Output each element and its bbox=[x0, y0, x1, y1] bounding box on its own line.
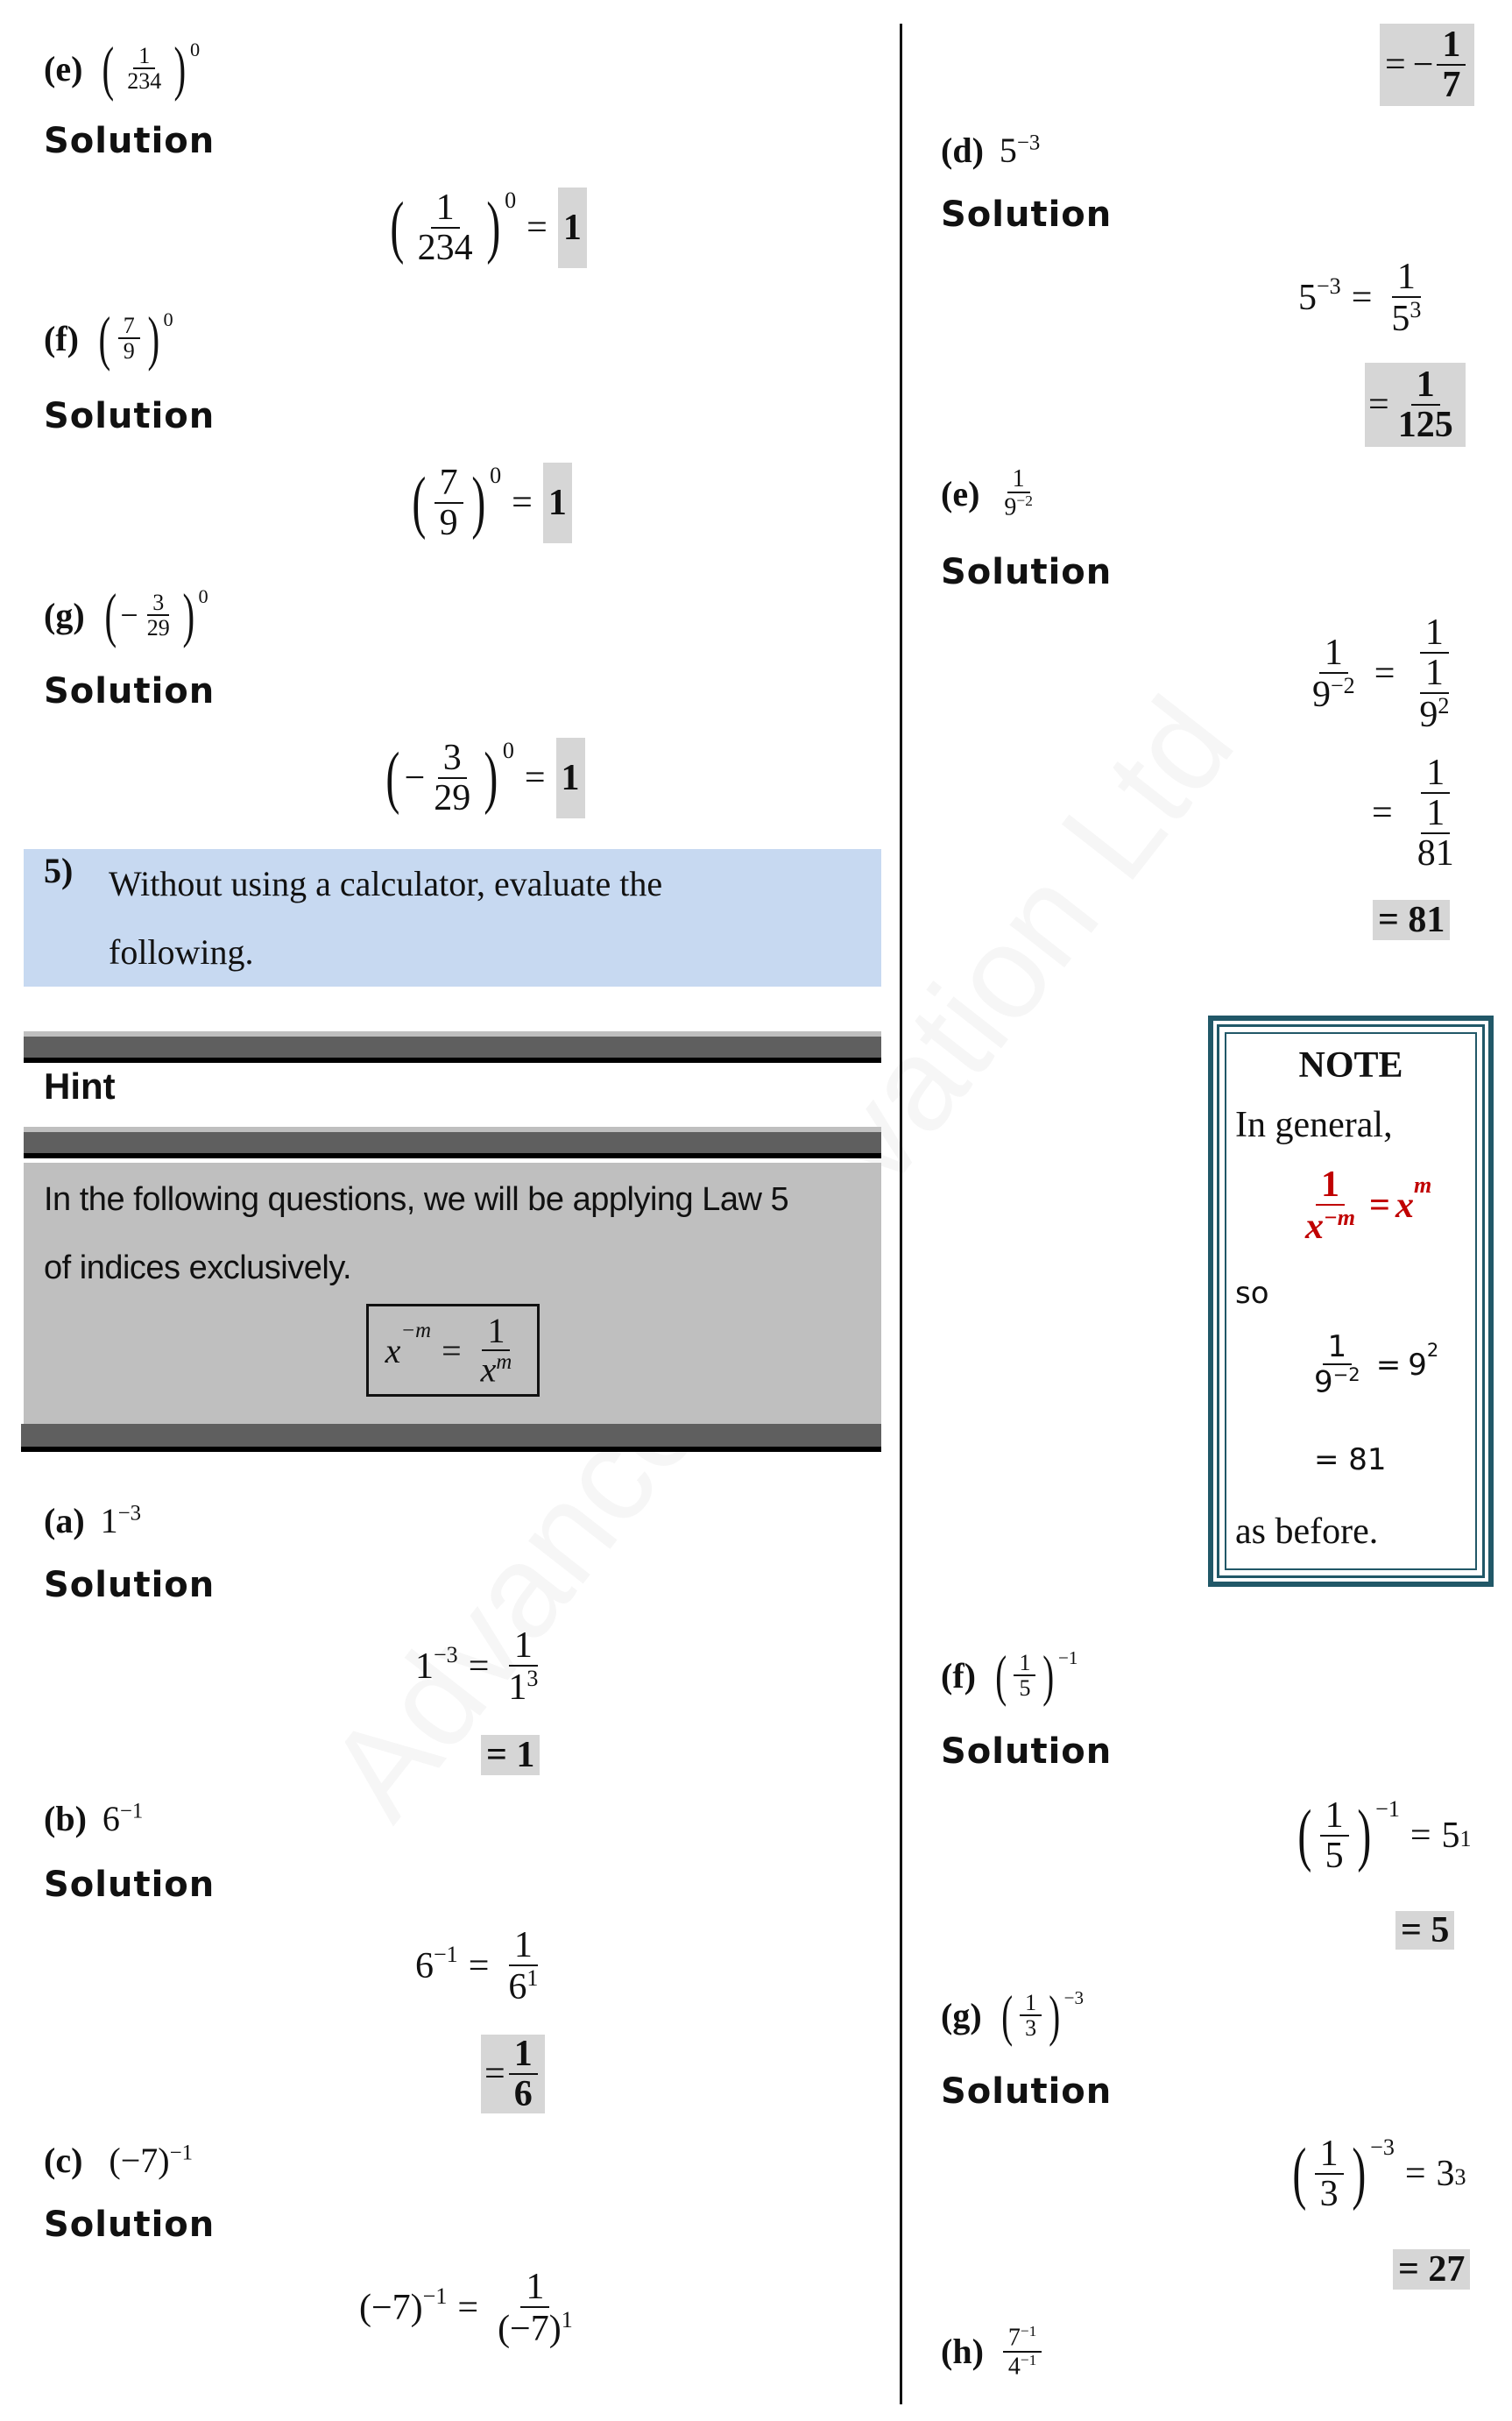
solution-heading: Solution bbox=[44, 121, 215, 161]
question-e bbox=[44, 35, 201, 102]
denominator: 9 bbox=[123, 338, 135, 365]
question-label: (h) bbox=[941, 2332, 984, 2372]
base: 9 bbox=[1004, 493, 1017, 521]
solution-heading: Solution bbox=[44, 1865, 215, 1905]
question-number: 5) bbox=[44, 851, 74, 890]
question-h-right bbox=[941, 2324, 1045, 2379]
denominator: 81 bbox=[1417, 833, 1454, 874]
numerator: 1 bbox=[1319, 634, 1348, 674]
numerator: 1 bbox=[431, 188, 460, 229]
question-f bbox=[44, 305, 173, 372]
question-g bbox=[44, 582, 208, 648]
answer: = − $\frac{1}{7}$ bbox=[1380, 24, 1474, 106]
base: 7 bbox=[1007, 2324, 1021, 2352]
exponent: 1 bbox=[1459, 1826, 1472, 1851]
numerator: 1 bbox=[1007, 466, 1030, 493]
exponent: 3 bbox=[1454, 2164, 1466, 2190]
denominator: 125 bbox=[1397, 405, 1453, 445]
question-5-number bbox=[44, 850, 73, 891]
base: 9 bbox=[1419, 695, 1438, 736]
solution-heading: Solution bbox=[941, 2071, 1113, 2112]
numerator: 1 bbox=[1421, 754, 1450, 794]
question-b bbox=[44, 1798, 143, 1839]
solution-heading: Solution bbox=[44, 671, 215, 711]
base: 6 bbox=[102, 1799, 120, 1838]
exponent: m bbox=[496, 1349, 512, 1374]
hint-line: of indices exclusively. bbox=[44, 1249, 352, 1286]
question-f-right: (f) ( $\frac{1}{5}$ ) $^{-1}$ bbox=[941, 1644, 1078, 1707]
base: 6 bbox=[415, 1946, 434, 1987]
question-5-text bbox=[109, 850, 662, 987]
numerator: 1 bbox=[1437, 25, 1466, 66]
exponent: 0 bbox=[505, 188, 517, 213]
base: 9 bbox=[1314, 1364, 1333, 1400]
denominator: 29 bbox=[434, 778, 471, 818]
denominator: 29 bbox=[146, 615, 170, 641]
exponent: 0 bbox=[163, 308, 173, 330]
exponent: −1 bbox=[1375, 1796, 1400, 1822]
hint-line: In the following questions, we will be applying Law 5 bbox=[44, 1181, 789, 1218]
note-example: $\frac{1}{9^{-2}}$ = 9 $^2$ bbox=[1314, 1329, 1439, 1400]
exponent: −3 bbox=[434, 1642, 458, 1667]
note-line: so bbox=[1235, 1276, 1269, 1311]
exponent: −m bbox=[400, 1319, 432, 1342]
exponent: −1 bbox=[119, 1799, 144, 1823]
exponent: −1 bbox=[422, 2283, 448, 2309]
question-label: (g) bbox=[941, 1995, 982, 2035]
exponent: −2 bbox=[1331, 673, 1355, 699]
numerator: 1 bbox=[1323, 1332, 1353, 1365]
exponent: m bbox=[1413, 1172, 1432, 1198]
numerator: 3 bbox=[147, 591, 169, 616]
base: (−7) bbox=[109, 2141, 170, 2180]
denominator: 234 bbox=[417, 228, 473, 268]
equation: (−7) $^{-1}$ = $\frac{1}{(-7)^1}$ bbox=[359, 2267, 573, 2350]
expression: ( − $\frac{3}{29}$ ) $^0$ bbox=[104, 582, 208, 648]
hint-bar bbox=[24, 1037, 881, 1063]
exponent: −3 bbox=[1063, 1987, 1085, 2008]
equation: ( $\frac{1}{5}$ ) $^{-1}$ = 5 1 bbox=[1297, 1795, 1472, 1877]
exponent: −1 bbox=[169, 2141, 193, 2165]
base: 5 bbox=[1391, 299, 1410, 340]
base: 1 bbox=[415, 1646, 434, 1688]
exponent: −2 bbox=[1016, 492, 1033, 510]
denominator: 5 bbox=[1019, 1675, 1031, 1702]
base: 5 bbox=[999, 131, 1017, 170]
denominator: 3 bbox=[1025, 2015, 1037, 2042]
question-label: (f) bbox=[44, 318, 79, 358]
note-formula: $\frac{1}{x^{-m}}$ = x $^m$ bbox=[1305, 1164, 1432, 1248]
base: x bbox=[1305, 1207, 1324, 1248]
numerator: 1 bbox=[509, 1626, 538, 1667]
exponent: −3 bbox=[1016, 131, 1041, 155]
note-line: = 81 bbox=[1314, 1442, 1387, 1477]
numerator: 1 bbox=[1316, 1165, 1345, 1206]
question-label: (d) bbox=[941, 131, 984, 170]
numerator: 1 bbox=[1020, 1991, 1042, 2016]
solution-heading: Solution bbox=[941, 552, 1113, 592]
note-title: NOTE bbox=[1298, 1045, 1403, 1086]
base: x bbox=[480, 1349, 497, 1390]
question-label: (f) bbox=[941, 1655, 976, 1695]
exponent: −3 bbox=[1370, 2134, 1395, 2160]
column-divider bbox=[900, 24, 902, 2404]
solution-heading: Solution bbox=[941, 195, 1113, 235]
base: x bbox=[385, 1330, 401, 1370]
numerator: 1 bbox=[520, 2268, 549, 2308]
solution-heading: Solution bbox=[44, 2205, 215, 2245]
answer: 1 bbox=[556, 738, 585, 818]
numerator: 1 bbox=[1392, 258, 1421, 298]
question-label: (b) bbox=[44, 1799, 87, 1838]
base: 9 bbox=[1312, 675, 1331, 716]
exponent: 2 bbox=[1438, 693, 1450, 719]
numerator: 1 bbox=[1315, 2134, 1344, 2175]
question-label: (a) bbox=[44, 1501, 85, 1540]
exponent: 0 bbox=[490, 463, 502, 488]
exponent: 0 bbox=[189, 39, 201, 60]
question-label: (c) bbox=[44, 2141, 83, 2180]
equation-step: = $\frac{1}{\frac{1}{81}}$ bbox=[1372, 754, 1468, 873]
numerator: 1 bbox=[1420, 654, 1449, 694]
hint-bar bbox=[24, 1132, 881, 1158]
minus-sign: − bbox=[1412, 45, 1434, 85]
base: 5 bbox=[1298, 278, 1317, 319]
numerator: 1 bbox=[1411, 365, 1440, 406]
exponent: −1 bbox=[1020, 2351, 1037, 2368]
equation: $\frac{1}{9^{-2}}$ = $\frac{1}{\frac{1}{9^2}}$ bbox=[1312, 612, 1450, 736]
question-d bbox=[941, 130, 1040, 171]
answer: = $\frac{1}{125}$ bbox=[1365, 363, 1466, 447]
note-line: as before. bbox=[1235, 1511, 1379, 1552]
exponent: −1 bbox=[434, 1942, 458, 1967]
denominator: 6 bbox=[513, 2074, 533, 2115]
denominator: 3 bbox=[1319, 2174, 1339, 2215]
denominator: 7 bbox=[1442, 65, 1461, 105]
numerator: 1 bbox=[133, 44, 155, 69]
exponent: 1 bbox=[526, 1965, 539, 1992]
question-label: (e) bbox=[941, 473, 980, 513]
answer: 1 bbox=[558, 188, 587, 268]
minus-sign: − bbox=[120, 598, 138, 634]
question-line: following. bbox=[109, 932, 254, 972]
base: 9 bbox=[1408, 1347, 1427, 1383]
exponent: −3 bbox=[117, 1501, 142, 1526]
numerator: 3 bbox=[438, 739, 467, 779]
exponent: −m bbox=[1324, 1205, 1356, 1231]
base: 1 bbox=[100, 1501, 118, 1540]
question-c bbox=[44, 2140, 193, 2181]
hint-title: Hint bbox=[44, 1065, 116, 1107]
hint-bar-bottom bbox=[21, 1424, 881, 1452]
numerator: 1 bbox=[1320, 1796, 1349, 1837]
question-e-right bbox=[941, 466, 1042, 520]
exponent: 0 bbox=[502, 738, 514, 763]
exponent: 2 bbox=[1426, 1339, 1439, 1361]
denominator: 9 bbox=[439, 503, 458, 543]
hint-text bbox=[44, 1165, 788, 1302]
numerator: 1 bbox=[1420, 613, 1449, 654]
question-label: (e) bbox=[44, 48, 83, 88]
base: 4 bbox=[1007, 2353, 1021, 2381]
answer: = 1 bbox=[481, 1735, 540, 1775]
numerator: 7 bbox=[435, 464, 463, 504]
question-g-right: (g) ( $\frac{1}{3}$ ) $^{-3}$ bbox=[941, 1984, 1085, 2047]
expression: ( $\frac{1}{234}$ ) $^0$ bbox=[102, 35, 201, 102]
base: 6 bbox=[508, 1967, 527, 2008]
note-box bbox=[1208, 1016, 1494, 1587]
answer: = 81 bbox=[1373, 900, 1450, 940]
equation: ( $\frac{1}{3}$ ) $^{-3}$ = 3 3 bbox=[1292, 2134, 1466, 2215]
numerator: 1 bbox=[482, 1313, 510, 1351]
solution-heading: Solution bbox=[44, 1565, 215, 1605]
base: (−7) bbox=[359, 2288, 423, 2329]
law-5-formula: x $^{-m}$ = $\frac{1}{x^m}$ bbox=[366, 1304, 540, 1397]
base: 5 bbox=[1441, 1816, 1460, 1857]
equation: ( $\frac{1}{234}$ ) $^0$ = 1 bbox=[385, 188, 587, 268]
base: 3 bbox=[1436, 2154, 1455, 2195]
equation: 1 $^{-3}$ = $\frac{1}{1^3}$ bbox=[415, 1625, 539, 1709]
answer: = $\frac{1}{6}$ bbox=[481, 2035, 545, 2113]
answer: 1 bbox=[543, 463, 572, 543]
equation: ( − $\frac{3}{29}$ ) $^0$ = 1 bbox=[381, 738, 585, 818]
denominator: 5 bbox=[1325, 1836, 1344, 1877]
denominator: 234 bbox=[127, 68, 162, 95]
question-label: (g) bbox=[44, 595, 85, 635]
numerator: 1 bbox=[509, 1926, 538, 1966]
answer: = 27 bbox=[1393, 2249, 1470, 2290]
minus-sign: − bbox=[404, 758, 426, 798]
exponent: −1 bbox=[1058, 1647, 1078, 1668]
numerator: 1 bbox=[509, 2035, 538, 2075]
solution-heading: Solution bbox=[941, 1731, 1113, 1772]
equation: 6 $^{-1}$ = $\frac{1}{6^1}$ bbox=[415, 1925, 539, 2008]
numerator: 1 bbox=[1421, 794, 1450, 834]
exponent: 3 bbox=[526, 1666, 539, 1692]
expression: ( $\frac{7}{9}$ ) $^0$ bbox=[98, 305, 173, 372]
exponent: −1 bbox=[1020, 2323, 1037, 2340]
answer: = 5 bbox=[1395, 1911, 1454, 1950]
exponent: 1 bbox=[561, 2307, 573, 2333]
exponent: −2 bbox=[1332, 1363, 1360, 1385]
exponent: 3 bbox=[1410, 297, 1422, 323]
numerator: 7 bbox=[118, 314, 140, 339]
solution-heading: Solution bbox=[44, 396, 215, 436]
base: (−7) bbox=[498, 2309, 562, 2350]
base: x bbox=[1395, 1186, 1414, 1227]
question-line: Without using a calculator, evaluate the bbox=[109, 864, 663, 903]
base: 1 bbox=[508, 1667, 527, 1709]
question-a bbox=[44, 1500, 141, 1541]
exponent: 0 bbox=[198, 585, 208, 607]
numerator: 1 bbox=[1014, 1651, 1035, 1676]
equation: 5 $^{-3}$ = $\frac{1}{5^3}$ bbox=[1298, 257, 1422, 340]
note-line: In general, bbox=[1235, 1105, 1393, 1145]
exponent: −3 bbox=[1317, 273, 1341, 299]
equation: ( $\frac{7}{9}$ ) $^0$ = 1 bbox=[407, 463, 572, 543]
